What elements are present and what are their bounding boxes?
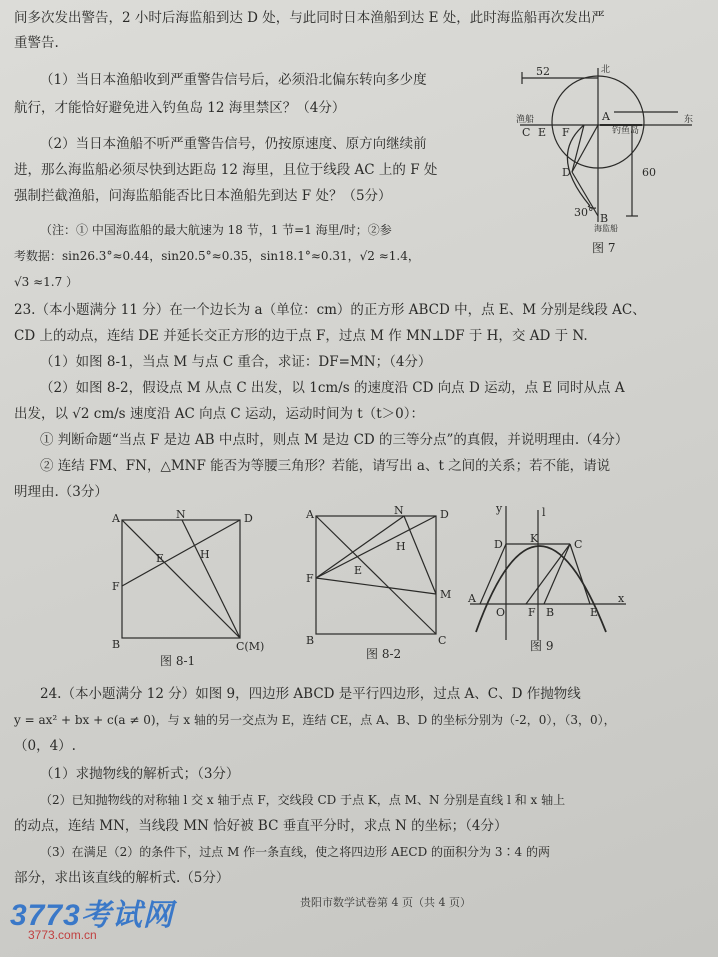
text-line: 间多次发出警告，2 小时后海监船到达 D 处，与此同时日本渔船到达 E 处，此时海监船再次发出严 bbox=[14, 10, 605, 26]
label-ship: 海监船 bbox=[594, 224, 618, 233]
angle-30: 30° bbox=[574, 206, 594, 219]
axis-l: l bbox=[542, 506, 546, 519]
point-B: B bbox=[546, 606, 555, 619]
point-F: F bbox=[306, 572, 314, 585]
problem-23-line: ② 连结 FM、FN，△MNF 能否为等腰三角形？若能，请写出 a、t 之间的关系；若不能，请说 bbox=[40, 458, 611, 474]
point-C: C bbox=[574, 538, 583, 551]
problem-23-line: 23.（本小题满分 11 分）在一个边长为 a（单位：cm）的正方形 ABCD 中，点 E、M 分别是线段 AC、 bbox=[14, 302, 646, 318]
axis-x: x bbox=[618, 592, 625, 605]
note-line: 考数据：sin26.3°≈0.44，sin20.5°≈0.35，sin18.1°≈0.31，√2 ≈1.4， bbox=[14, 249, 420, 263]
problem-24-line: 的动点，连结 MN，当线段 MN 恰好被 BC 垂直平分时，求点 N 的坐标；（4分） bbox=[14, 818, 508, 834]
figure-9-caption: 图 9 bbox=[530, 639, 554, 653]
point-N: N bbox=[394, 504, 404, 517]
point-C-M: C(M) bbox=[236, 640, 265, 653]
point-E: E bbox=[156, 552, 165, 565]
text-line: 强制拦截渔船，问海监船能否比日本渔船先到达 F 处？（5分） bbox=[14, 188, 392, 204]
text-line: 进，那么海监船必须尽快到达距岛 12 海里，且位于线段 AC 上的 F 处 bbox=[14, 162, 438, 178]
point-E: E bbox=[354, 564, 363, 577]
point-B: B bbox=[600, 212, 609, 225]
problem-24-line: （1）求抛物线的解析式；（3分） bbox=[40, 766, 240, 782]
point-C: C bbox=[522, 126, 531, 139]
figure-8-1-caption: 图 8-1 bbox=[160, 654, 196, 668]
problem-23-line: 出发，以 √2 cm/s 速度沿 AC 向点 C 运动，运动时间为 t（t＞0）： bbox=[14, 406, 424, 422]
problem-24-line: （2）已知抛物线的对称轴 l 交 x 轴于点 F，交线段 CD 于点 K，点 M、N 分别是直线 l 和 x 轴上 bbox=[40, 793, 566, 807]
point-E: E bbox=[538, 126, 547, 139]
point-C: C bbox=[438, 634, 447, 647]
point-A: A bbox=[306, 508, 314, 521]
point-D: D bbox=[244, 512, 253, 525]
note-line: √3 ≈1.7 ） bbox=[14, 275, 79, 289]
problem-24-line: （0，4）. bbox=[14, 738, 76, 754]
problem-24-line: y = ax² + bx + c(a ≠ 0)，与 x 轴的另一交点为 E，连结 CE，点 A、B、D 的坐标分别为（-2，0），（3，0）， bbox=[14, 713, 616, 727]
figure-8-2-caption: 图 8-2 bbox=[366, 647, 402, 661]
label-east: 东 bbox=[684, 115, 694, 125]
problem-23-line: （2）如图 8-2，假设点 M 从点 C 出发，以 1cm/s 的速度沿 CD 向点 D 运动，点 E 同时从点 A bbox=[40, 380, 625, 396]
figure-7-caption: 图 7 bbox=[592, 241, 616, 255]
label-boat: 渔船 bbox=[516, 115, 535, 125]
label-island: 钓鱼岛 bbox=[612, 126, 640, 136]
point-H: H bbox=[396, 540, 406, 553]
question-22-1: （1）当日本渔船收到严重警告信号后，必须沿北偏东转向多少度 bbox=[40, 72, 427, 88]
watermark-url: 3773.com.cn bbox=[28, 928, 97, 942]
problem-24-line: 24.（本小题满分 12 分）如图 9，四边形 ABCD 是平行四边形，过点 A、C、D 作抛物线 bbox=[40, 686, 581, 702]
point-A: A bbox=[112, 512, 120, 525]
problem-23-line: 明理由.（3分） bbox=[14, 484, 108, 500]
point-D: D bbox=[562, 166, 571, 179]
figure-7 bbox=[492, 56, 707, 270]
figure-8-2 bbox=[304, 504, 464, 664]
point-F: F bbox=[562, 126, 570, 139]
point-N: N bbox=[176, 510, 186, 521]
figure-9 bbox=[466, 500, 632, 660]
problem-23-line: ① 判断命题“当点 F 是边 AB 中点时，则点 M 是边 CD 的三等分点”的真假，并说明理由.（4分） bbox=[40, 432, 629, 448]
note-line: （注：① 中国海监船的最大航速为 18 节，1 节=1 海里/时；②参 bbox=[40, 223, 392, 237]
point-D: D bbox=[494, 538, 503, 551]
point-B: B bbox=[112, 638, 121, 651]
point-E: E bbox=[590, 606, 599, 619]
dim-52: 52 bbox=[536, 65, 550, 78]
text-line: 航行，才能恰好避免进入钓鱼岛 12 海里禁区？（4分） bbox=[14, 100, 346, 116]
problem-23-line: CD 上的动点，连结 DE 并延长交正方形的边于点 F，过点 M 作 MN⊥DF 于 H，交 AD 于 N. bbox=[14, 328, 588, 344]
problem-23-line: （1）如图 8-1，当点 M 与点 C 重合，求证：DF=MN；（4分） bbox=[40, 354, 432, 370]
point-H: H bbox=[200, 548, 210, 561]
question-22-2: （2）当日本渔船不听严重警告信号，仍按原速度、原方向继续前 bbox=[40, 136, 427, 152]
point-F: F bbox=[112, 580, 120, 593]
point-F: F bbox=[528, 606, 536, 619]
problem-24-line: 部分，求出该直线的解析式.（5分） bbox=[14, 870, 230, 886]
problem-24-line: （3）在满足（2）的条件下，过点 M 作一条直线，使之将四边形 AECD 的面积分为 3∶4 的两 bbox=[40, 845, 550, 859]
point-B: B bbox=[306, 634, 315, 647]
point-A: A bbox=[468, 592, 476, 605]
text-line: 重警告. bbox=[14, 35, 59, 51]
point-M: M bbox=[440, 588, 452, 601]
page-footer: 贵阳市数学试卷第 4 页（共 4 页） bbox=[300, 896, 471, 909]
point-A: A bbox=[602, 110, 610, 123]
point-O: O bbox=[496, 606, 506, 619]
watermark-logo: 3773考试网 bbox=[10, 899, 174, 932]
point-K: K bbox=[530, 532, 539, 545]
point-D: D bbox=[440, 508, 449, 521]
figure-8-1 bbox=[110, 510, 270, 670]
label-north: 北 bbox=[601, 65, 611, 75]
axis-y: y bbox=[496, 502, 503, 515]
dim-60: 60 bbox=[642, 166, 656, 179]
